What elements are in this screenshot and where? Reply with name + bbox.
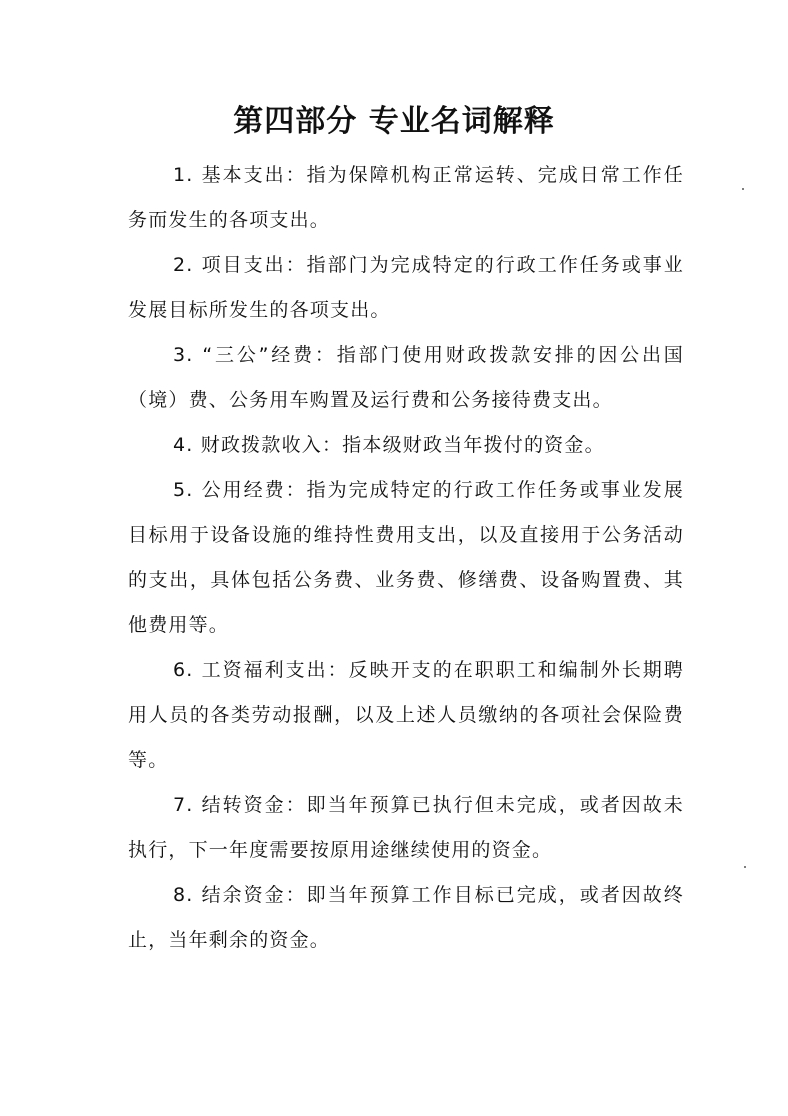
glossary-term: 8. 结余资金： xyxy=(173,884,307,906)
glossary-definition: 指部门使用财政拨款安排的因公出国（境）费、公务用车购置及运行费和公务接待费支出。 xyxy=(128,344,684,411)
glossary-item-project-expenditure xyxy=(128,243,684,333)
glossary-term: 1. 基本支出： xyxy=(173,164,307,186)
glossary-item-wage-welfare-expenditure xyxy=(128,648,684,783)
glossary-term: 2. 项目支出： xyxy=(173,254,307,276)
glossary-definition: 指为完成特定的行政工作任务或事业发展目标用于设备设施的维持性费用支出，以及直接用于公务活动的支出，具体包括公务费、业务费、修缮费、设备购置费、其他费用等。 xyxy=(128,479,684,636)
glossary-definition: 指部门为完成特定的行政工作任务或事业发展目标所发生的各项支出。 xyxy=(128,254,684,321)
glossary-term: 7. 结转资金： xyxy=(173,794,307,816)
glossary-term: 3. “三公”经费： xyxy=(173,344,337,366)
glossary-definition: 指本级财政当年拨付的资金。 xyxy=(342,434,605,456)
scan-speck xyxy=(742,188,744,190)
glossary-item-public-funds xyxy=(128,468,684,648)
scan-speck xyxy=(744,866,746,868)
glossary-list xyxy=(128,153,684,963)
glossary-term: 4. 财政拨款收入： xyxy=(173,434,343,456)
glossary-definition: 反映开支的在职职工和编制外长期聘用人员的各类劳动报酬，以及上述人员缴纳的各项社会保险费等。 xyxy=(128,659,685,771)
glossary-definition: 即当年预算工作目标已完成，或者因故终止，当年剩余的资金。 xyxy=(128,884,684,951)
glossary-definition: 即当年预算已执行但未完成，或者因故未执行，下一年度需要按原用途继续使用的资金。 xyxy=(128,794,684,861)
glossary-term: 5. 公用经费： xyxy=(173,479,307,501)
glossary-item-surplus-funds xyxy=(128,873,684,963)
glossary-item-carryover-funds xyxy=(128,783,684,873)
glossary-item-three-public-funds xyxy=(128,333,684,423)
glossary-item-basic-expenditure xyxy=(128,153,684,243)
glossary-item-fiscal-appropriation-income xyxy=(128,423,684,468)
page-title: 第四部分 专业名词解释 xyxy=(233,104,555,139)
glossary-term: 6. 工资福利支出： xyxy=(173,659,349,681)
glossary-definition: 指为保障机构正常运转、完成日常工作任务而发生的各项支出。 xyxy=(128,164,684,231)
